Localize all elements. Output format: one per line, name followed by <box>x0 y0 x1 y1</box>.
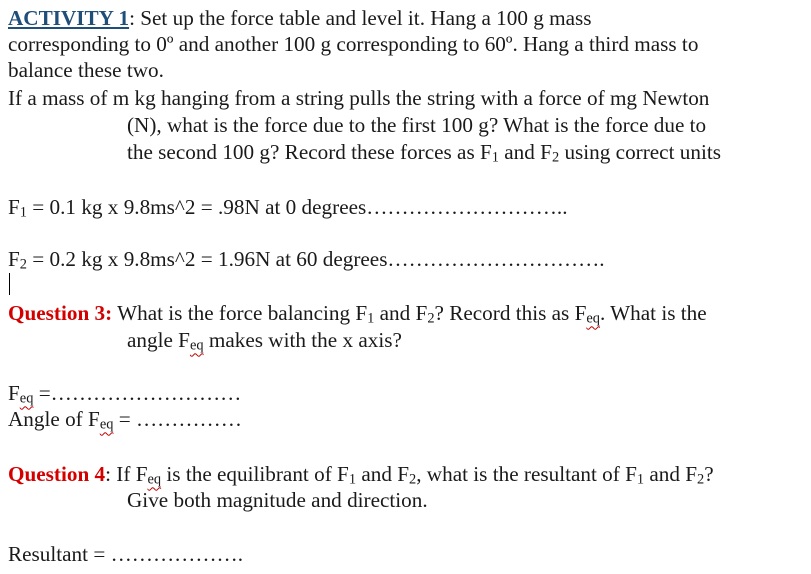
subscript: 2 <box>697 471 705 488</box>
subscript: 2 <box>427 310 435 327</box>
f1-answer-text: = 0.1 kg x 9.8ms^2 = .98N at 0 degrees……………………….. <box>27 195 568 219</box>
subscript: 1 <box>636 471 645 488</box>
angle-answer[interactable] <box>8 406 242 432</box>
subscript-eq: eq <box>586 310 600 327</box>
activity-line-2: corresponding to 0º and another 100 g corresponding to 60º. Hang a third mass to <box>8 32 699 56</box>
resultant-answer[interactable]: Resultant = ………………. <box>8 542 243 566</box>
subscript: 2 <box>409 471 417 488</box>
activity-text: the second 100 g? Record these forces as F <box>127 140 492 164</box>
subscript-eq: eq <box>147 471 162 488</box>
f-letter: F <box>8 195 20 219</box>
activity-line-3: balance these two. <box>8 58 164 82</box>
question-4-line-2: Give both magnitude and direction. <box>127 488 428 512</box>
angle-blank: = …………… <box>113 407 242 431</box>
question-text: and F <box>374 301 428 325</box>
subscript: 1 <box>491 149 499 166</box>
angle-label: Angle of F <box>8 407 100 431</box>
question-text: ? Record this as F <box>434 301 587 325</box>
activity-heading: ACTIVITY 1 <box>8 6 130 30</box>
f-letter: F <box>8 247 20 271</box>
question-text: and F <box>644 462 698 486</box>
activity-line-4: If a mass of m kg hanging from a string pulls the string with a force of mg Newton <box>8 86 710 110</box>
question-3-line-2 <box>127 327 402 353</box>
f2-answer-text: = 0.2 kg x 9.8ms^2 = 1.96N at 60 degrees…………………………. <box>27 247 605 271</box>
question-3-line-1 <box>8 300 707 326</box>
activity-text: and F <box>498 140 552 164</box>
question-text: . What is the <box>599 301 707 325</box>
activity-text: using correct units <box>559 140 721 164</box>
activity-text: : Set up the force table and level it. Hang a 100 g mass <box>129 6 592 30</box>
f1-answer[interactable] <box>8 194 568 220</box>
activity-line-6 <box>127 139 721 165</box>
question-4-line-1 <box>8 461 714 487</box>
subscript: 2 <box>551 149 560 166</box>
subscript-eq: eq <box>19 390 34 407</box>
subscript-eq: eq <box>189 337 204 354</box>
question-text: What is the force balancing F <box>112 301 368 325</box>
feq-answer[interactable] <box>8 380 241 406</box>
question-text: and F <box>356 462 409 486</box>
question-text: , what is the resultant of F <box>416 462 637 486</box>
activity-line-1 <box>8 5 592 31</box>
subscript: 1 <box>348 471 357 488</box>
text-cursor <box>9 273 10 295</box>
question-3-label: Question 3: <box>8 301 113 325</box>
f-letter: F <box>8 381 20 405</box>
question-text: angle F <box>127 328 190 352</box>
question-text: makes with the x axis? <box>203 328 402 352</box>
activity-line-5: (N), what is the force due to the first 100 g? What is the force due to <box>127 113 707 137</box>
question-4-label: Question 4 <box>8 462 106 486</box>
subscript-eq: eq <box>99 416 114 433</box>
subscript: 1 <box>19 204 27 221</box>
f2-answer[interactable] <box>8 246 605 272</box>
question-text: ? <box>704 462 714 486</box>
subscript: 2 <box>19 256 27 273</box>
subscript: 1 <box>367 310 375 327</box>
feq-blank: =……………………… <box>33 381 242 405</box>
question-text: : If F <box>105 462 148 486</box>
question-text: is the equilibrant of F <box>161 462 349 486</box>
